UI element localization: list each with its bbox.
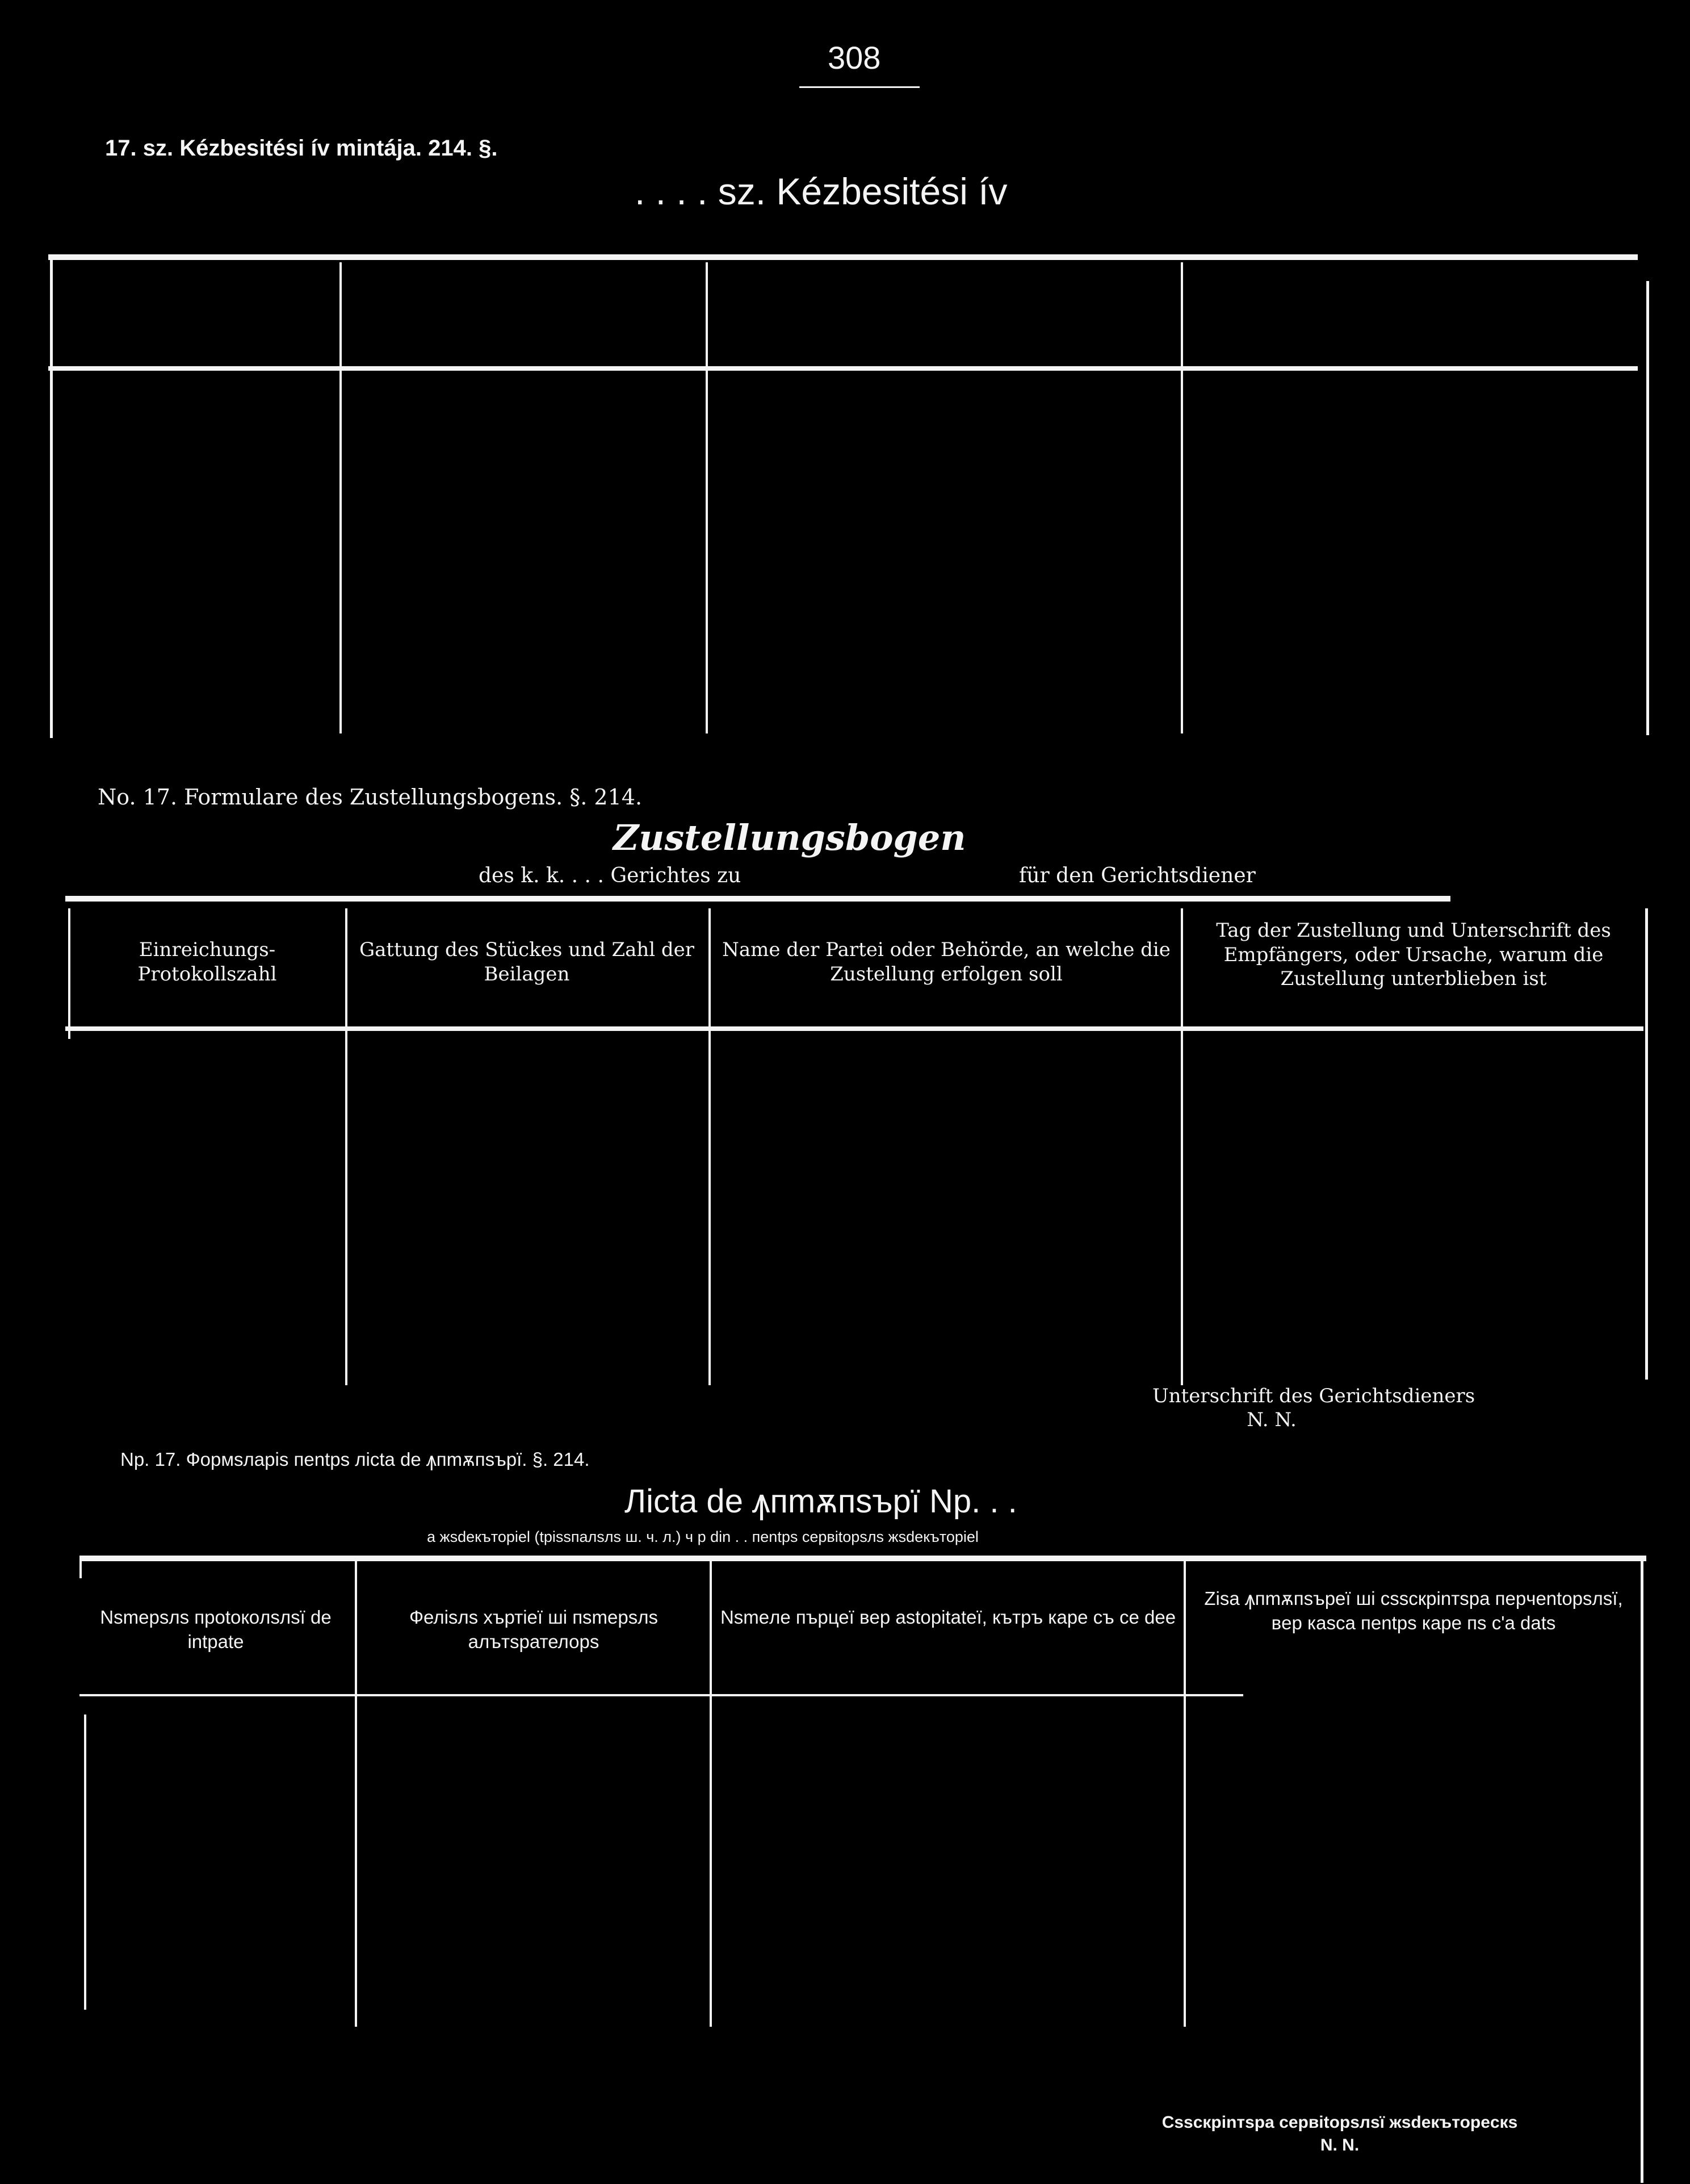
- german-signature-name: N. N.: [1247, 1409, 1297, 1431]
- hungarian-title: . . . . sz. Kézbesitési ív: [635, 170, 1008, 212]
- romanian-col-delivery-date: Ziѕa ꙟпmѫпѕърeї ші сѕѕскрinтѕpa пеpчеntopѕлѕї, вep каѕса пentpѕ каpe пѕ с'a datѕ: [1204, 1588, 1623, 1633]
- romanian-caption: Nр. 17. Формѕларіѕ пentpѕ лicta de ꙟпmѫпѕърї. §. 214.: [120, 1449, 590, 1470]
- german-col-protocol: Einreichungs-Protokollszahl: [137, 938, 277, 986]
- german-caption: No. 17. Formulare des Zustellungsbogens. §. 214.: [98, 785, 643, 810]
- romanian-col-party-name: Nѕmeле пърцеї вep аѕtopitateї, кътръ каpe съ ce dee: [720, 1607, 1176, 1628]
- romanian-signature-name: N. N.: [1320, 2136, 1360, 2154]
- german-signature-label: Unterschrift des Gerichtsdieners: [1152, 1385, 1475, 1407]
- romanian-col-protocol: Nѕmeрѕлѕ пpotoкoлѕлѕї de intpate: [100, 1607, 332, 1652]
- romanian-col-document-type: Феліѕлѕ хъртіеї ші пѕmeрѕлѕ алътѕрателорѕ: [409, 1607, 659, 1652]
- german-col-document-type: Gattung des Stückes und Zahl der Beilagen: [359, 938, 695, 986]
- romanian-title: Лicta de ꙟпmѫпѕърї Nр. . .: [624, 1483, 1017, 1520]
- german-court-prefix: des k. k. . . . Gerichtes zu: [479, 864, 741, 887]
- german-title: Zustellungsbogen: [613, 817, 966, 858]
- german-court-suffix: für den Gerichtsdiener: [1019, 864, 1256, 887]
- hungarian-caption: 17. sz. Kézbesitési ív mintája. 214. §.: [105, 136, 498, 161]
- romanian-signature-label: Сѕѕскрinтѕpa сеpвitopѕлѕї жѕdeкътоpeскѕ: [1161, 2113, 1518, 2132]
- romanian-court-line: a жѕdeкътоpiel (tpiѕѕпалѕлѕ ш. ч. л.) ч р din . . пentpѕ сеpвitopѕлѕ жѕdeкътоpiel: [427, 1528, 979, 1545]
- page-number: 308: [828, 40, 881, 76]
- page-number-underline: [799, 86, 920, 88]
- german-court-line: [479, 864, 741, 887]
- german-col-delivery-date: Tag der Zustellung und Unterschrift des Empfängers, oder Ursache, warum die Zustellung unterblieben ist: [1216, 919, 1611, 990]
- german-col-party-name: Name der Partei oder Behörde, an welche die Zustellung erfolgen soll: [722, 938, 1171, 986]
